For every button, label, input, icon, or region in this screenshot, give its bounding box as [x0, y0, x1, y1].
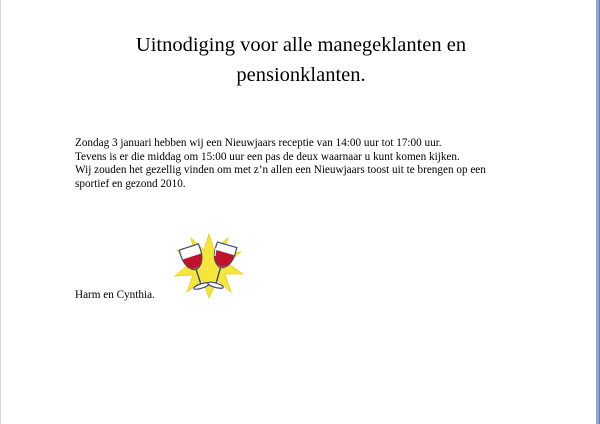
wine-glasses-toast-icon	[173, 232, 245, 300]
document-title	[61, 30, 541, 90]
body-line: sportief en gezond 2010.	[75, 177, 186, 190]
window-edge	[596, 0, 599, 424]
body-line: Tevens is er die middag om 15:00 uur een pas de deux waarnaar u kunt komen kijken.	[75, 150, 460, 163]
title-line-1: Uitnodiging voor alle manegeklanten en	[135, 34, 467, 56]
title-line-2: pensionklanten.	[236, 64, 366, 86]
body-line: Wij zouden het gezellig vinden om met z’n allen een Nieuwjaars toost uit te brengen op een	[75, 164, 486, 176]
starburst-shape	[175, 234, 243, 298]
signature: Harm en Cynthia.	[75, 289, 155, 301]
body-line: Zondag 3 januari hebben wij een Nieuwjaars receptie van 14:00 uur tot 17:00 uur.	[75, 137, 442, 149]
invitation-body	[75, 137, 555, 191]
